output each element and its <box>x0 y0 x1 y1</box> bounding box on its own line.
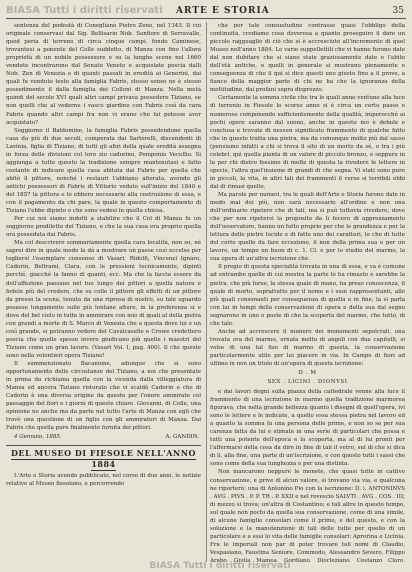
left-paragraph: Il summenzionato Bacanione, adunque che si sono opportunamente delle circostanze del Tiziano, a noi che presentate in prima da richiama quella con la vicenda dalla villeggiatura di Manza ed ancora Tiziano ristorato che vi scaldò Cadorin e che di Cadorin è una diversa origine da queste per l'onore ammirato col paesaggio del fiori e i giorni di queste chiare. Giovanni, di Colle, una opinione ne anche ma da parte nel tutto l'arte di Manza con egli che trovò una questione di un figlio con gli ammiratori di Manza. Dai Fabris che quella pure finalmente fornita dei pittori. <box>6 360 201 432</box>
section-paragraph: L'Arte e Storia avendo pubblicato, nel corso di due anni, le notizie relative al Museo fiesolano, e percorrendo <box>6 473 201 488</box>
left-paragraph: Per cui noi siamo indotti a stabilire che il Col di Manza fu un soggiorno prediletto del Tiziano, e che la sua casa era proprio quella ora posseduta dai Fabris. <box>6 216 201 239</box>
watermark-bottom: BIASA Tutti i diritti riservati <box>149 561 291 571</box>
signoff-date: 4 Gennaio, 1885. <box>14 434 62 441</box>
right-column <box>210 22 405 562</box>
page-number: 35 <box>392 6 404 16</box>
right-paragraph: e dai lavori degni sulla piazza della cattedrale venne alla luce il frammento di una iscrizione in marmo quella tradizione marmorea figurava, che nella grande bellezza quanto i disegni di quell'opera, ivi sono le lettere e le indicate, a quello essa stessa pietra nel lavoro ed a quanto la somma fa una persona delle prime, e non so se per sua carenza fatta da lui e stimate in una serie di particolari che possa e tutti una potente dell'epoca e la scoperta, ma al di lui pronti per l'affermarsi della cosa da dire in fine di tali il vetro, sul di che si dica di lì, alla fine, una parte di un'iscrizione, e con questo tutti i sassi che sono come della sua lunghezza e per una distinta. <box>210 389 405 468</box>
left-paragraph: sentenza del podestà di Conegliano Pietro Zeno, nel 1343. Il cui originale conservasi dal Sig. Bellisario Nob. Sanfiore di Serravalle, quod peria di terreno di circa cinque campi, fondo Caminese, trovantesi a ponente del Colle suddetto, di Manza con fino l'allora proprietà di un nobile possessore e su la lunghe scene nel 1660 vendute incontrarono dal Senato Veneto e acquistate poscia dalli Nob. Zen di Venezia e di quanti passati in eredità ai Generini, dai quali fu venduto teste alla famiglia Fabris, stesso senso ne è stesso possedimento il dalla famiglia dei Colloni di Manza. Nella metà quindi del secolo XVI quali altri campi privava possedere Tiziano, se non quelli che al vederne i vasco giardino con Fabris così da cara Fabris quando altri campi fra non vi erano che lui potesse aver acquistato? <box>6 23 201 126</box>
right-paragraph: Il pregio di questa specialità trovata in una di essa, e va è comune ad entrambe quelle di cui mostra la parte lo ha rimasto e sarebbe la pietra, che più forse, la stessa quale di mano, ha preso conoscenza, il quale di morto, soprattutto per il nome e i suoi rappresentanti, alle più quali consonanti per conseguenza di quella e in fine, la si parla con lui in tempi della conservazione di opera e della sua dal segno segnarono in uno o poste di che la scoperta del marmo, che tutto, di che tale. <box>210 264 405 327</box>
left-paragraph: Soggiorno il Baldomine, la famiglia Fabris possedendone quella casa da più di due secoli, comperata dai Sartorelli, discendenti di Lavinia, figlia di Tiziano, di tutti gli altri della quale eredità assegna in forza delle divisioni col loro zio cadorino, Pomponio Vecellio. Si aggiunga a tutto questo la tradizione sempre mantenutasi e fatto costante di indicare quella casa abitata dai Fabris per quella che abitò il pittore, nonché i restauri l'abbiano alterata, avendo gli antichi possessori di Fabris di Vittorio veduto sull'inizio del 1840 e del 1857 la pittura e lo ebbero necessario alla costruzione di essa, e con il pagamento da chi pare, la quale in questo comportamento di Tiziano l'ebbe dipinto e che sono vedesi in quella chiesa. <box>6 127 201 215</box>
section-title <box>6 448 201 470</box>
right-paragraph: che per tale consuetudine contrasse quasi l'obbligo della continuità, crediamo cosa doverosa a quanto proseguire il dare un piccolo ragguaglio di ciò che si è accresciuto all'incremento di quel Museo nell'anno 1884. Le varie suppellettili che vi hanno furono date dal non dubitare che si siano state graziosamente date e l'abito dell'età antiche, e quelli in generale si mostrano pienamente e conseguenza di che il qui si dice questi uno giusto fino a il prove, a fianco della maggior parte di chi ne ha che la ignoranza della moltitudine, dai profani sopra disprezzo. <box>210 23 405 94</box>
inscription <box>210 369 405 387</box>
right-paragraph: Non mancarono neppure le monete, che quasi tutte in cattivo conservazione, e prive di alcun valore, si trovano via via, e qualcuna ne riporterò: una di Antonino Pio con la iscrizione: D. i. ANTONINVS . AVG . PIVS . P. P. TR . P. XXII e nel rovescio SALVTI . AVG . COS . III; di mezzo si trova; un'altra di Costantino; e tali altre in questo tempo, sul quale non pochi da quella sua conservazione, come di una simile, di alcune famiglie consolari come il primo, e del questo, e con la soluzione e la manutenzione di tali delle tutte per quello di un particolare e a essi lo vita delle famiglie consolari: Aprorina e Licinia. Fra le imperiali non par di poter trovare tali nomi di Claudio, Vespasiano, Faustina Seniore, Commodo, Alessandro Severo, Filippo Arabo, Giulia Mamea, Gordiano, Diocleziano, Costanzo Cloro, <box>210 469 405 562</box>
inscription-line: D . M <box>298 370 317 377</box>
left-column <box>6 22 201 562</box>
running-title: ARTE E STORIA <box>176 6 270 16</box>
right-paragraph: Anche ad accrescere il numero dei monumenti sepolcrali, una trovata ora del marmo, ornata molto di angoli con due capitelli, si volse di una tal fiso di marmo di questa, la conservazione particolarmente utile per lui piacere in via. In Campo di fiori ad ultimo in non un titolo di un'opera di questa iscrizione: <box>210 328 405 367</box>
signoff-author: A. GANDIN. <box>165 434 199 441</box>
right-paragraph: Certamente la somma civile che tra le quali anno ventuno alla luce di terrenio in Fiesole lo scorso anno si è circa un certo passo e numerose componendo sufficientemente della qualità, imperocché ai pochi opere saranno dal suono, anche in questo mo è debole e conclusa e trovate di nessun significato frammento di qualche fatto che in questo tratta una pietra, ma da comunque molto più dal sasso (pensiamo infatti a chi si trova il sito di un morto da sé, o tra i più celebri, qui quella pianta di un valore di piccolo bronzo, e seppure in la per chi dietro fossimo di molte di questa la rivedere le lettere in specie, l'altra quel'insieme di grandi di che segna. Vi stati sono pure in piccoli, la vita, in altri tali dei frammenti il verso si terribili ebbi dal di rimasi quello. <box>210 95 405 190</box>
section-divider <box>6 445 201 446</box>
article-signoff <box>6 433 201 442</box>
header-rule <box>6 18 406 19</box>
inscription-line: SEX . LICINI . DIONYSI <box>267 379 348 386</box>
section-title-text: DEL MUSEO DI FIESOLE NELL'ANNO 1884 <box>10 448 197 470</box>
page-header <box>6 4 406 18</box>
watermark-top: BIASA Tutti i diritti riservati <box>6 5 163 16</box>
left-paragraph: Ma col descrivere sommariamente quella cara località, non so, né saprei dire in quale modo la dà a mostrare un paese così eccelso per togliersi l'esemplare consenso di Vasari, Ridolfi, Vincenzi Ignaro, Cadorin, Beltrami, Clara, con le pressioni tecnicamente, dipinti perché, giacché la fanno di quanti, ecc. Ma che la faccia essere da dell'affezione paesano nel tuo lungo dei pittori a quella natura e fedele più del credere, che su colle il pittore gli effetti di un pittore da presso la scena, tenuta da una ripresa di nostro, su tale sguardo posasse lungamente sulle più lontane alture, in la preferenza si e dove del bel cielo in tutte in ammirare con mio di quali al della pietra con grandi a morte di S. Marco di Venezia che a questa dove lui e un così grande, si potranno vedere del Cavalcaselle e Crowe credettero poscia che quelle spesso invero giudicano più quelle i maestri del Tiziano come un gran lavoro. (Vasari Vol. I, pag. 400). Il che queste sono nella volontieri opera Tiziano! <box>6 240 201 359</box>
right-paragraph: Ma parole per numeri, tra le quali dell'Arte e Storia furono date in modo mai dei più, non sarà necessario all'ordine e non una dell'ordinario ripetere che di tali, ma si può tuttavia rivedere; dove che per non ripetersi la proposito da lì fecero di apprezzamento dell'osservatore, hanno un fatto proprio per che le grandezza e per la lettura delle pietre lucide e di fatto uno dei caratteri, lo che di tutte del certo quello da fare eccezione, il non della prima sua e per un lavoro, un tempo un buon di c. 1. Cl. e per lo studio del marmo, la sua opera di un'altra iscrizione che. <box>210 191 405 263</box>
column-separator <box>206 22 207 562</box>
